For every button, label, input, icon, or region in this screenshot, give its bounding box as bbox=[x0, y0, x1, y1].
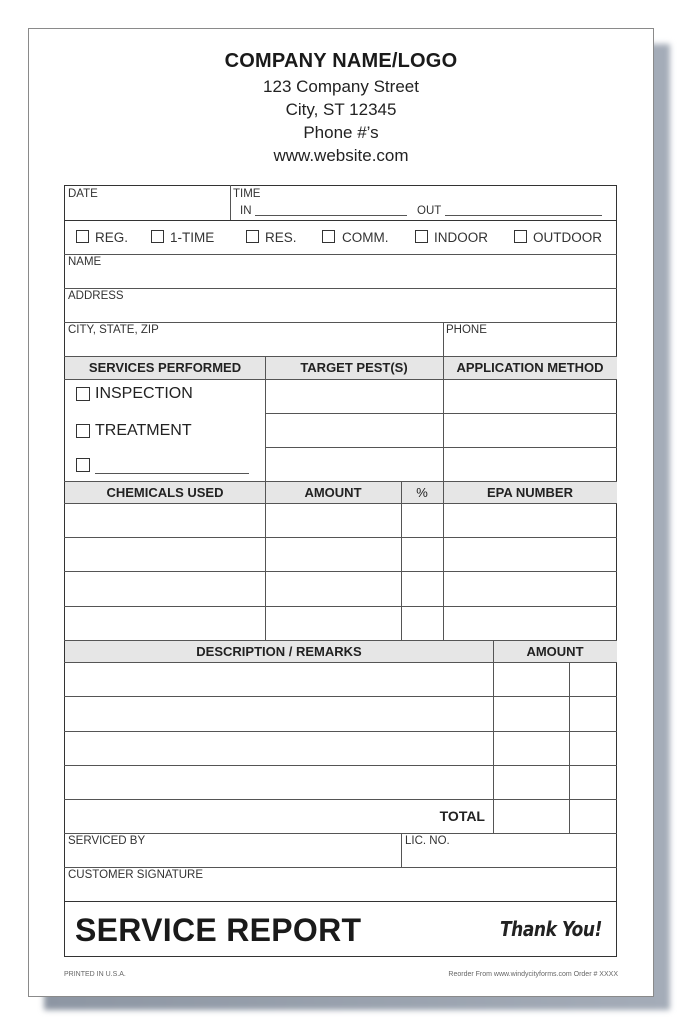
checkbox-treatment-label: TREATMENT bbox=[95, 422, 192, 439]
checkbox-reg[interactable] bbox=[76, 230, 89, 243]
company-phone: Phone #’s bbox=[303, 123, 379, 142]
lic-no-label: LIC. NO. bbox=[405, 835, 450, 847]
time-out-label: OUT bbox=[417, 205, 442, 217]
divider bbox=[265, 413, 617, 414]
divider bbox=[64, 322, 617, 323]
city-state-zip-field[interactable] bbox=[65, 336, 442, 355]
remarks-amount-header: AMOUNT bbox=[526, 644, 584, 659]
company-website: www.website.com bbox=[273, 146, 409, 165]
total-label: TOTAL bbox=[439, 808, 485, 824]
address-label: ADDRESS bbox=[68, 290, 124, 302]
checkbox-indoor-label: INDOOR bbox=[434, 230, 488, 245]
divider bbox=[569, 662, 570, 833]
company-street: 123 Company Street bbox=[263, 77, 419, 96]
epa-number-header: EPA NUMBER bbox=[487, 485, 573, 500]
divider bbox=[64, 481, 617, 482]
customer-signature-label: CUSTOMER SIGNATURE bbox=[68, 869, 204, 881]
serviced-by-label: SERVICED BY bbox=[68, 835, 146, 847]
divider bbox=[64, 606, 617, 607]
time-in-label: IN bbox=[240, 205, 252, 217]
amount-header: AMOUNT bbox=[304, 485, 362, 500]
divider bbox=[401, 481, 402, 640]
checkbox-treatment[interactable] bbox=[76, 424, 90, 438]
other-service-field[interactable] bbox=[95, 473, 249, 474]
checkbox-inspection-label: INSPECTION bbox=[95, 385, 193, 402]
divider bbox=[64, 288, 617, 289]
reorder-text: Reorder From www.windycityforms.com Order # XXXX bbox=[448, 971, 618, 978]
address-field[interactable] bbox=[65, 302, 617, 321]
form-title: SERVICE REPORT bbox=[75, 912, 362, 948]
city-state-zip-label: CITY, STATE, ZIP bbox=[68, 324, 159, 336]
divider bbox=[64, 696, 617, 697]
description-remarks-header: DESCRIPTION / REMARKS bbox=[196, 644, 362, 659]
divider bbox=[64, 537, 617, 538]
checkbox-reg-label: REG. bbox=[95, 230, 129, 245]
time-out-field[interactable] bbox=[445, 215, 602, 216]
chemicals-used-header: CHEMICALS USED bbox=[106, 485, 224, 500]
divider bbox=[64, 662, 617, 663]
checkbox-outdoor-label: OUTDOOR bbox=[533, 230, 602, 245]
divider bbox=[64, 867, 617, 868]
phone-label: PHONE bbox=[446, 324, 487, 336]
checkbox-comm[interactable] bbox=[322, 230, 335, 243]
company-name: COMPANY NAME/LOGO bbox=[224, 50, 458, 72]
checkbox-indoor[interactable] bbox=[415, 230, 428, 243]
divider bbox=[64, 833, 617, 834]
lic-no-field[interactable] bbox=[402, 848, 616, 866]
divider bbox=[64, 640, 617, 641]
divider bbox=[64, 503, 617, 504]
time-in-field[interactable] bbox=[255, 215, 407, 216]
application-method-header: APPLICATION METHOD bbox=[456, 360, 604, 375]
divider bbox=[64, 220, 617, 221]
company-city: City, ST 12345 bbox=[285, 100, 397, 119]
name-field[interactable] bbox=[65, 268, 617, 287]
total-field[interactable] bbox=[494, 800, 568, 832]
checkbox-inspection[interactable] bbox=[76, 387, 90, 401]
divider bbox=[64, 254, 617, 255]
checkbox-res[interactable] bbox=[246, 230, 259, 243]
services-performed-header: SERVICES PERFORMED bbox=[88, 360, 242, 375]
checkbox-res-label: RES. bbox=[265, 230, 297, 245]
divider bbox=[64, 356, 617, 357]
percent-header: % bbox=[416, 485, 428, 500]
name-label: NAME bbox=[68, 256, 102, 268]
checkbox-comm-label: COMM. bbox=[342, 230, 389, 245]
divider bbox=[64, 731, 617, 732]
serviced-by-field[interactable] bbox=[65, 848, 400, 866]
checkbox-outdoor[interactable] bbox=[514, 230, 527, 243]
divider bbox=[64, 379, 617, 380]
checkbox-1-time-label: 1-TIME bbox=[170, 230, 215, 245]
thank-you-text: Thank You! bbox=[500, 917, 602, 941]
divider bbox=[64, 765, 617, 766]
divider bbox=[64, 901, 617, 902]
date-label: DATE bbox=[68, 188, 98, 200]
checkbox-1-time[interactable] bbox=[151, 230, 164, 243]
time-label: TIME bbox=[233, 188, 261, 200]
phone-field[interactable] bbox=[444, 336, 616, 355]
divider bbox=[64, 571, 617, 572]
customer-signature-field[interactable] bbox=[65, 882, 617, 900]
target-pests-header: TARGET PEST(S) bbox=[300, 360, 408, 375]
printed-in-text: PRINTED IN U.S.A. bbox=[64, 971, 126, 978]
checkbox-other-service[interactable] bbox=[76, 458, 90, 472]
divider bbox=[265, 447, 617, 448]
